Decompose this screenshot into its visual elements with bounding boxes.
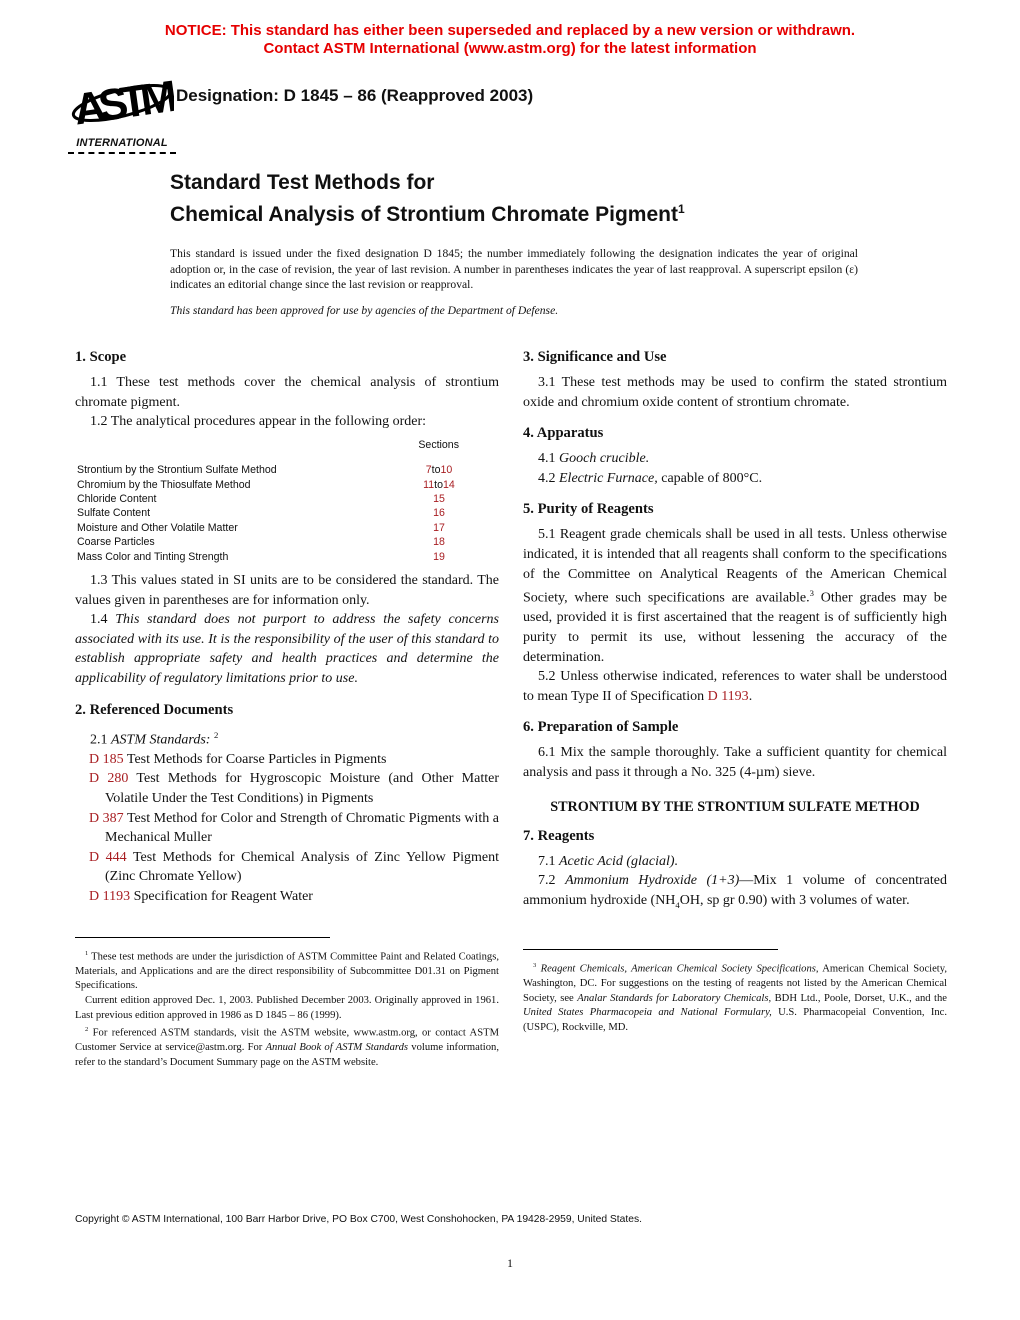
ref-doc-item: [75, 769, 499, 808]
para-1-3: 1.3 This values stated in SI units are to be considered the standard. The values given in parentheses are for information only.: [75, 573, 499, 608]
notice-line-1: NOTICE: This standard has either been superseded and replaced by a new version or withdrawn.: [164, 22, 856, 39]
preamble: [170, 246, 858, 330]
footnote-ref-3: 3: [809, 588, 814, 599]
right-column: [523, 344, 947, 1070]
sections-table-row: [77, 478, 499, 492]
sections-table-row: [77, 550, 499, 564]
para-6-1: 6.1 Mix the sample thoroughly. Take a sufficient quantity for chemical analysis and pass it through a No. 325 (4-µm) sieve.: [523, 745, 947, 780]
ref-doc-code-link[interactable]: D 387: [89, 810, 124, 826]
section-ref-link[interactable]: 19: [433, 550, 445, 563]
ref-doc-item: [75, 809, 499, 848]
section-row-label: Strontium by the Strontium Sulfate Method: [77, 464, 277, 477]
section-row-label: Coarse Particles: [77, 536, 155, 549]
para-5-1: 5.1 Reagent grade chemicals shall be used in all tests. Unless otherwise indicated, it is intended that all reagents shall conform to the specifications of the Committee on Analytical Reagents of the American Chemical Society, where such specifications are available.$^3$ Other grades may be used, provided it is first ascertained that the reagent is of sufficiently high purity to permit its use, without lessening the accuracy of the determination.: [523, 527, 947, 665]
section-6-heading: 6. Preparation of Sample: [523, 719, 679, 736]
dod-approval-note: This standard has been approved for use by agencies of the Department of Defense.: [170, 303, 559, 317]
ref-doc-title: Test Methods for Chemical Analysis of Zinc Yellow Pigment (Zinc Chromate Yellow): [105, 849, 499, 885]
section-ref-link[interactable]: 17: [433, 521, 445, 534]
withdrawal-notice: [0, 22, 1020, 57]
para-3-1: 3.1 These test methods may be used to confirm the stated strontium oxide and chromium oxide content of strontium chromate.: [523, 375, 947, 410]
astm-logo-icon: [70, 70, 174, 136]
para-4-2: 4.2 Electric Furnace, capable of 800°C.: [538, 470, 763, 486]
left-footnotes: [75, 937, 499, 1071]
ref-doc-code-link[interactable]: D 1193: [89, 889, 131, 904]
section-ref-link[interactable]: 16: [433, 507, 445, 520]
section-4-heading: 4. Apparatus: [523, 425, 604, 442]
para-5-2: 5.2 Unless otherwise indicated, references to water shall be understood to mean Type II of Specification D 1193.: [523, 669, 947, 704]
footnote-rule: [523, 949, 778, 950]
footnote-2: $^2$ For referenced ASTM standards, visit the ASTM website, www.astm.org, or contact ASTM Customer Service at service@astm.org. For Annual Book of ASTM Standards volume information, refer to the standard’s Document Summary page on the ASTM website.: [75, 1026, 499, 1068]
title-line-1: Standard Test Methods for: [170, 171, 435, 194]
para-2-1: 2.1 ASTM Standards: $^2$: [90, 729, 219, 748]
section-row-label: Moisture and Other Volatile Matter: [77, 521, 238, 534]
para-1-2: 1.2 The analytical procedures appear in the following order:: [90, 414, 427, 430]
para-1-4: 1.4 This standard does not purport to address the safety concerns associated with its use. It is the responsibility of the user of this standard to establish appropriate safety and health practices and determine the applicability of regulatory limitations prior to use.: [75, 612, 499, 686]
footnote-3: $^3$ Reagent Chemicals, American Chemical Society Specifications, American Chemical Society, Washington, DC. For suggestions on the testing of reagents not listed by the American Chemical Society, see Analar Standards for Laboratory Chemicals, BDH Ltd., Poole, Dorset, U.K., and the United States Pharmacopeia and National Formulary, U.S. Pharmacopeial Convention, Inc. (USPC), Rockville, MD.: [523, 962, 947, 1034]
footnote-rule: [75, 937, 330, 938]
standard-issued-note: This standard is issued under the fixed designation D 1845; the number immediately following the designation indicates the year of original adoption or, in the case of revision, the year of last revision. A number in parentheses indicates the year of last reapproval. A superscript epsilon (ε) indicates an editorial change since the last revision or reapproval.: [170, 247, 858, 292]
section-2-heading: 2. Referenced Documents: [75, 701, 234, 718]
sections-table-row: [77, 463, 499, 477]
copyright-notice: Copyright © ASTM International, 100 Barr Harbor Drive, PO Box C700, West Conshohocken, PA 19428-2959, United States.: [75, 1214, 642, 1225]
spec-d1193-link[interactable]: D 1193: [707, 688, 749, 704]
page-number: 1: [507, 1256, 513, 1270]
para-7-2: 7.2 Ammonium Hydroxide (1+3)—Mix 1 volume of concentrated ammonium hydroxide ($NH_4OH$, sp gr 0.90) with 3 volumes of water.: [523, 873, 947, 910]
section-3-heading: 3. Significance and Use: [523, 349, 667, 365]
referenced-documents-list: [75, 750, 499, 907]
footnote-ref-2: 2: [213, 729, 219, 740]
ref-doc-code-link[interactable]: D 185: [89, 751, 124, 767]
sections-table: [77, 438, 499, 564]
sections-table-row: [77, 506, 499, 520]
sections-table-header: Sections: [418, 438, 459, 451]
ref-doc-item: [75, 887, 499, 907]
section-ref-link[interactable]: 18: [433, 536, 445, 549]
section-1-heading: 1. Scope: [75, 349, 127, 365]
para-7-1: 7.1 Acetic Acid (glacial).: [538, 853, 679, 869]
section-ref-link[interactable]: 11to14: [423, 478, 455, 491]
ref-doc-title: Test Method for Color and Strength of Chromatic Pigments with a Mechanical Muller: [105, 810, 499, 846]
ref-doc-code-link[interactable]: D 444: [89, 849, 127, 865]
para-4-1: 4.1 Gooch crucible.: [538, 451, 650, 467]
section-5-heading: 5. Purity of Reagents: [523, 501, 654, 518]
ref-doc-code-link[interactable]: D 280: [89, 771, 129, 787]
ref-doc-title: Test Methods for Coarse Particles in Pigments: [123, 751, 387, 767]
astm-logo: [68, 70, 176, 154]
left-column: [75, 344, 499, 1070]
section-row-label: Chromium by the Thiosulfate Method: [77, 478, 251, 491]
section-row-label: Mass Color and Tinting Strength: [77, 550, 229, 563]
method-heading: STRONTIUM BY THE STRONTIUM SULFATE METHOD: [550, 798, 920, 815]
astm-logo-international-label: INTERNATIONAL: [68, 137, 176, 154]
ref-doc-title: Specification for Reagent Water: [130, 889, 313, 904]
title-line-2: Chemical Analysis of Strontium Chromate Pigment$^1$: [170, 202, 685, 226]
sections-table-row: [77, 521, 499, 535]
section-row-label: Chloride Content: [77, 493, 157, 505]
ref-doc-item: [75, 750, 499, 770]
document-title: [170, 170, 685, 228]
section-7-heading: 7. Reagents: [523, 827, 595, 844]
astm-logo-letters: ASTM: [70, 72, 174, 135]
section-row-label: Sulfate Content: [77, 507, 151, 520]
section-ref-link[interactable]: 15: [433, 493, 445, 505]
footnote-1: $^1$ These test methods are under the jurisdiction of ASTM Committee Paint and Related Coatings, Materials, and Applications and are the direct responsibility of Subcommittee D01.31 on Pigment Specifications.: [75, 949, 499, 992]
sections-table-row: [77, 535, 499, 549]
sections-table-row: [77, 492, 499, 506]
ref-doc-item: [75, 848, 499, 887]
footnote-1-continued: Current edition approved Dec. 1, 2003. Published December 2003. Originally approved in 1961. Last previous edition approved in 1986 as D 1845 – 86 (1999).: [75, 994, 499, 1021]
right-footnotes: [523, 949, 947, 1036]
ref-doc-title: Test Methods for Hygroscopic Moisture (and Other Matter Volatile Under the Test Conditions) in Pigments: [105, 771, 499, 807]
designation-text: Designation: D 1845 – 86 (Reapproved 2003): [176, 86, 534, 105]
notice-line-2: Contact ASTM International (www.astm.org) for the latest information: [263, 39, 757, 57]
para-1-1: 1.1 These test methods cover the chemical analysis of strontium chromate pigment.: [75, 375, 499, 410]
section-ref-link[interactable]: 7to10: [425, 464, 453, 477]
body-columns: [75, 344, 947, 1070]
title-footnote-ref: 1: [677, 202, 685, 216]
